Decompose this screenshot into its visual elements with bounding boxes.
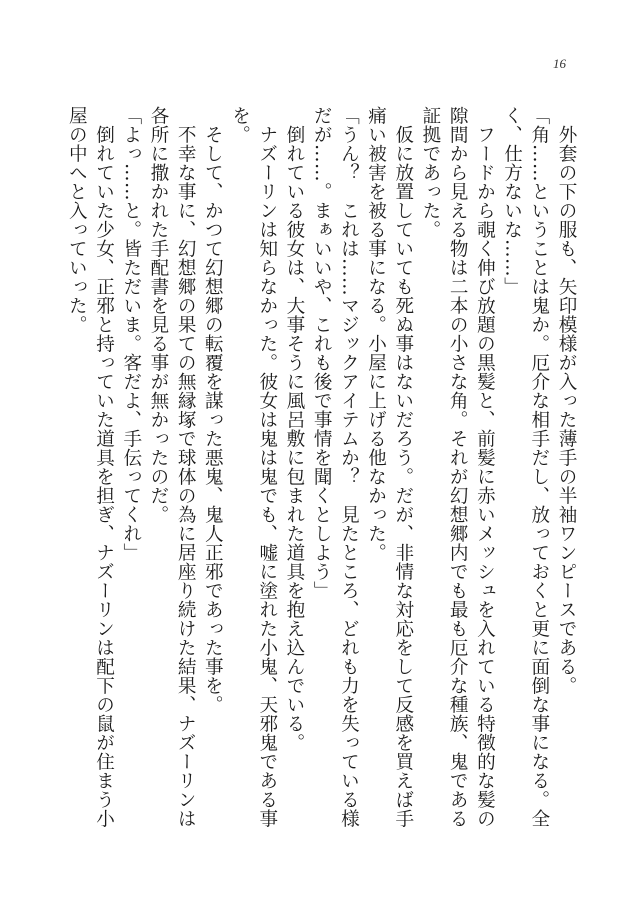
paragraph: ナズーリンは知らなかった。彼女は鬼は鬼でも、嘘に塗れた小鬼、天邪鬼である事を。 — [229, 106, 278, 828]
paragraph: 「うん？ これは……マジックアイテムか？ 見たところ、どれも力を失っている様だが……。まぁいいや、これも後で事情を聞くとしよう」 — [311, 106, 360, 828]
paragraph: 外套の下の服も、矢印模様が入った薄手の半袖ワンピースである。 — [556, 106, 577, 695]
paragraph: フードから覗く伸び放題の黒髪と、前髪に赤いメッシュを入れている特徴的な髪の隙間から見える物は二本の小さな角。それが幻想郷内でも最も厄介な種族、鬼である証拠であった。 — [419, 106, 496, 828]
paragraph: 倒れている彼女は、大事そうに風呂敷に包まれた道具を抱え込んでいる。 — [283, 106, 305, 752]
paragraph: 「よっ……と。皆ただいま。客だよ、手伝ってくれ」 — [120, 106, 142, 562]
paragraph: 仮に放置していても死ぬ事はないだろう。だが、非情な対応をして反感を買えば手痛い被害を被る事になる。小屋に上げる他なかった。 — [365, 106, 414, 828]
vertical-text-body — [63, 106, 580, 842]
paragraph: 倒れていた少女、正邪と持っていた道具を担ぎ、ナズーリンは配下の鼠が住まう小屋の中へと入っていった。 — [66, 106, 115, 828]
paragraph: 不幸な事に、幻想郷の果ての無縁塚で球体の為に居座り続けた結果、ナズーリンは各所に撒かれた手配書を見る事が無かったのだ。 — [147, 106, 197, 828]
paragraph: そして、かつて幻想郷の転覆を謀った悪鬼、鬼人正邪であった事を。 — [202, 106, 224, 714]
page-number: 16 — [553, 56, 566, 71]
paragraph: 「角……ということは鬼か。厄介な相手だし、放っておくと更に面倒な事になる。全く、仕方ないな……」 — [501, 106, 550, 828]
